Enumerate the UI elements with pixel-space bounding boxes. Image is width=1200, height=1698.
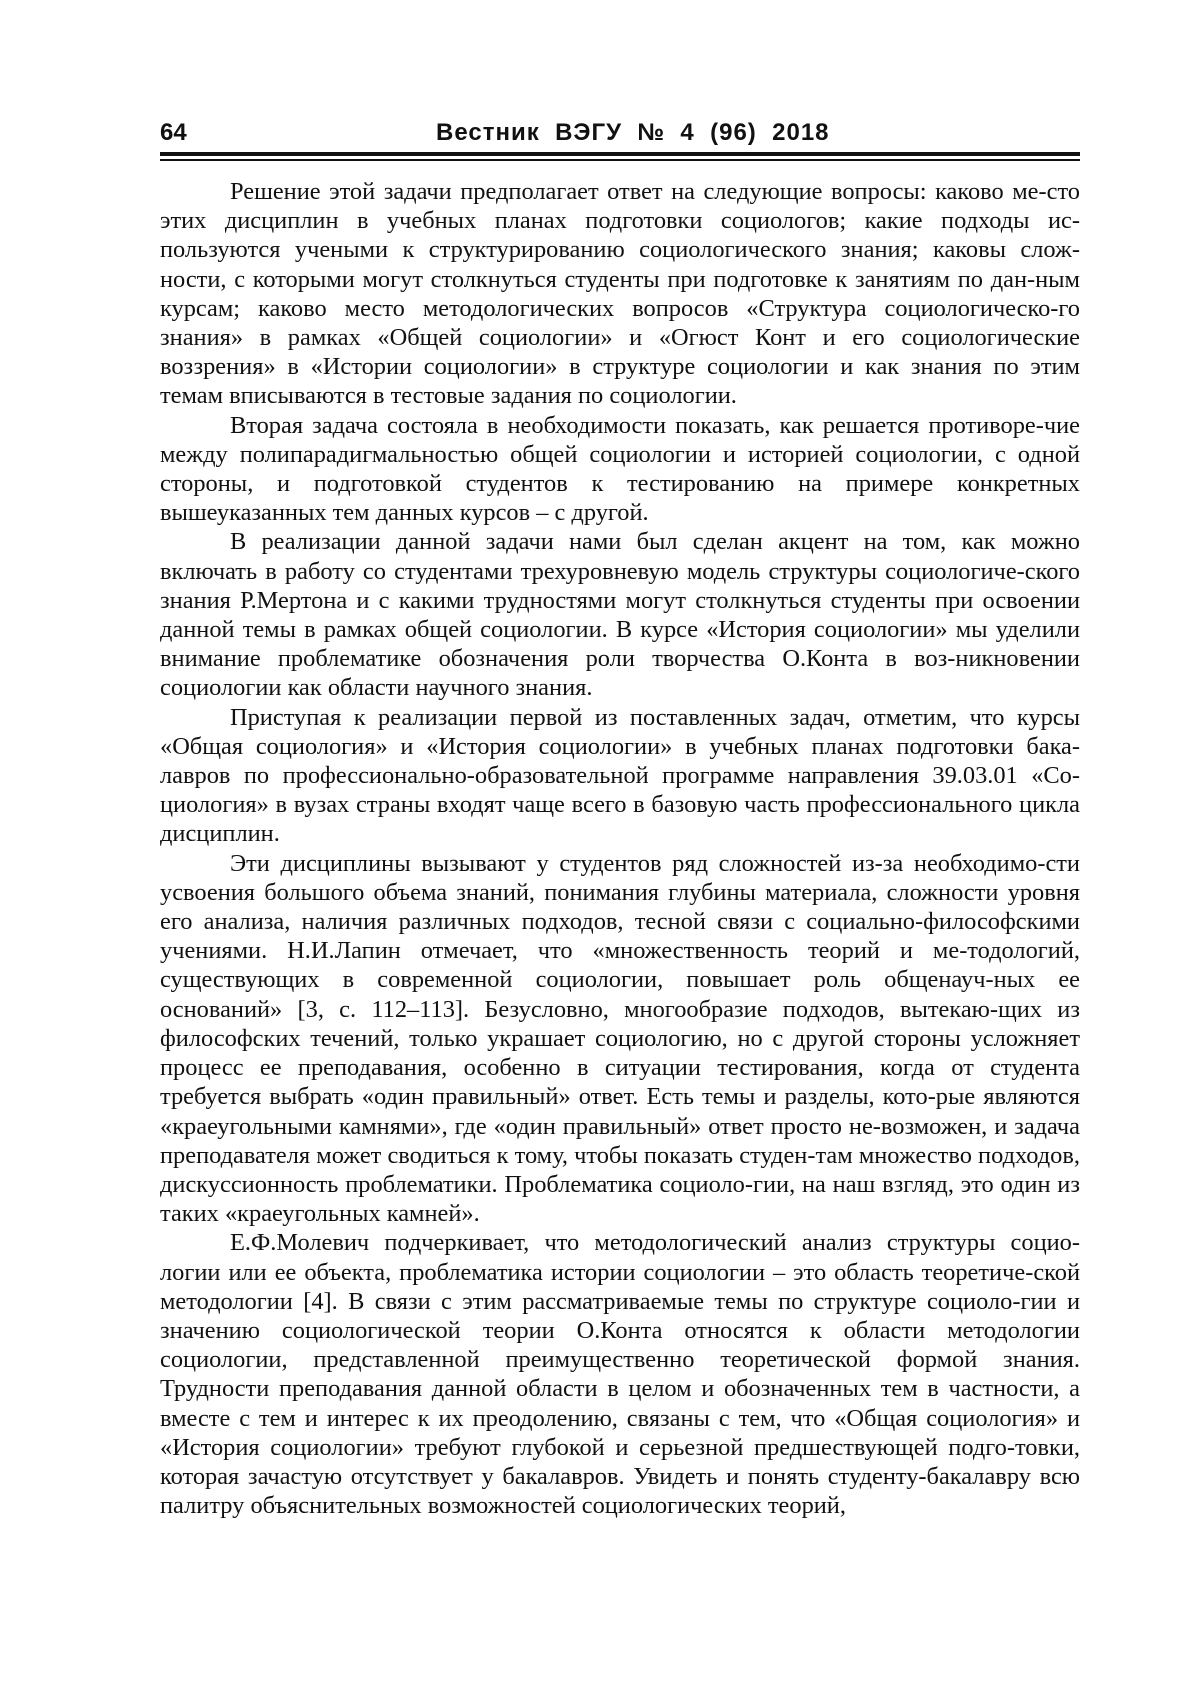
article-body — [160, 177, 1080, 1520]
paragraph-2: Вторая задача состояла в необходимости показать, как решается противоре-чие между полипарадигмальностью общей социологии и историей социологии, с одной стороны, и подготовкой студентов к тестированию на примере конкретных вышеуказанных тем данных курсов – с другой. — [160, 411, 1080, 527]
paragraph-3: В реализации данной задачи нами был сделан акцент на том, как можно включать в работу со студентами трехуровневую модель структуры социологиче-ского знания Р.Мертона и с какими трудностями могут столкнуться студенты при освоении данной темы в рамках общей социологии. В курсе «История социологии» мы уделили внимание проблематике обозначения роли творчества О.Конта в воз-никновении социологии как области научного знания. — [160, 528, 1080, 702]
header-rule-thick — [160, 152, 1080, 156]
paragraph-5: Эти дисциплины вызывают у студентов ряд сложностей из-за необходимо-сти усвоения большого объема знаний, понимания глубины материала, сложности уровня его анализа, наличия различных подходов, тесной связи с социально-философскими учениями. Н.И.Лапин отмечает, что «множественность теорий и ме-тодологий, существующих в современной социологии, повышает роль общенауч-ных ее оснований» [3, с. 112–113]. Безусловно, многообразие подходов, вытекаю-щих из философских течений, только украшает социологию, но с другой стороны усложняет процесс ее преподавания, особенно в ситуации тестирования, когда от студента требуется выбрать «один правильный» ответ. Есть темы и разделы, кото-рые являются «краеугольными камнями», где «один правильный» ответ просто не-возможен, и задача преподавателя может сводиться к тому, чтобы показать студен-там множество подходов, дискуссионность проблематики. Проблематика социоло-гии, на наш взгляд, это один из таких «краеугольных камней». — [160, 849, 1080, 1228]
paragraph-1: Решение этой задачи предполагает ответ на следующие вопросы: каково ме-сто этих дисциплин в учебных планах подготовки социологов; какие подходы ис-пользуются учеными к структурированию социологического знания; каковы слож-ности, с которыми могут столкнуться студенты при подготовке к занятиям по дан-ным курсам; каково место методологических вопросов «Структура социологическо-го знания» в рамках «Общей социологии» и «Огюст Конт и его социологические воззрения» в «Истории социологии» в структуре социологии и как знания по этим темам вписываются в тестовые задания по социологии. — [160, 178, 1080, 410]
journal-title: Вестник ВЭГУ № 4 (96) 2018 — [436, 119, 830, 146]
page-number: 64 — [160, 119, 187, 146]
header-rule-thin — [160, 159, 1080, 161]
running-header — [160, 116, 1080, 150]
paragraph-6: Е.Ф.Молевич подчеркивает, что методологический анализ структуры социо-логии или ее объекта, проблематика истории социологии – это область теоретиче-ской методологии [4]. В связи с этим рассматриваемые темы по структуре социоло-гии и значению социологической теории О.Конта относятся к области методологии социологии, представленной преимущественно теоретической формой знания. Трудности преподавания данной области в целом и обозначенных тем в частности, а вместе с тем и интерес к их преодолению, связаны с тем, что «Общая социология» и «История социологии» требуют глубокой и серьезной предшествующей подго-товки, которая зачастую отсутствует у бакалавров. Увидеть и понять студенту-бакалавру всю палитру объяснительных возможностей социологических теорий, — [160, 1229, 1080, 1520]
paragraph-4: Приступая к реализации первой из поставленных задач, отметим, что курсы «Общая социология» и «История социологии» в учебных планах подготовки бака-лавров по профессионально-образовательной программе направления 39.03.01 «Со-циология» в вузах страны входят чаще всего в базовую часть профессионального цикла дисциплин. — [160, 703, 1080, 848]
